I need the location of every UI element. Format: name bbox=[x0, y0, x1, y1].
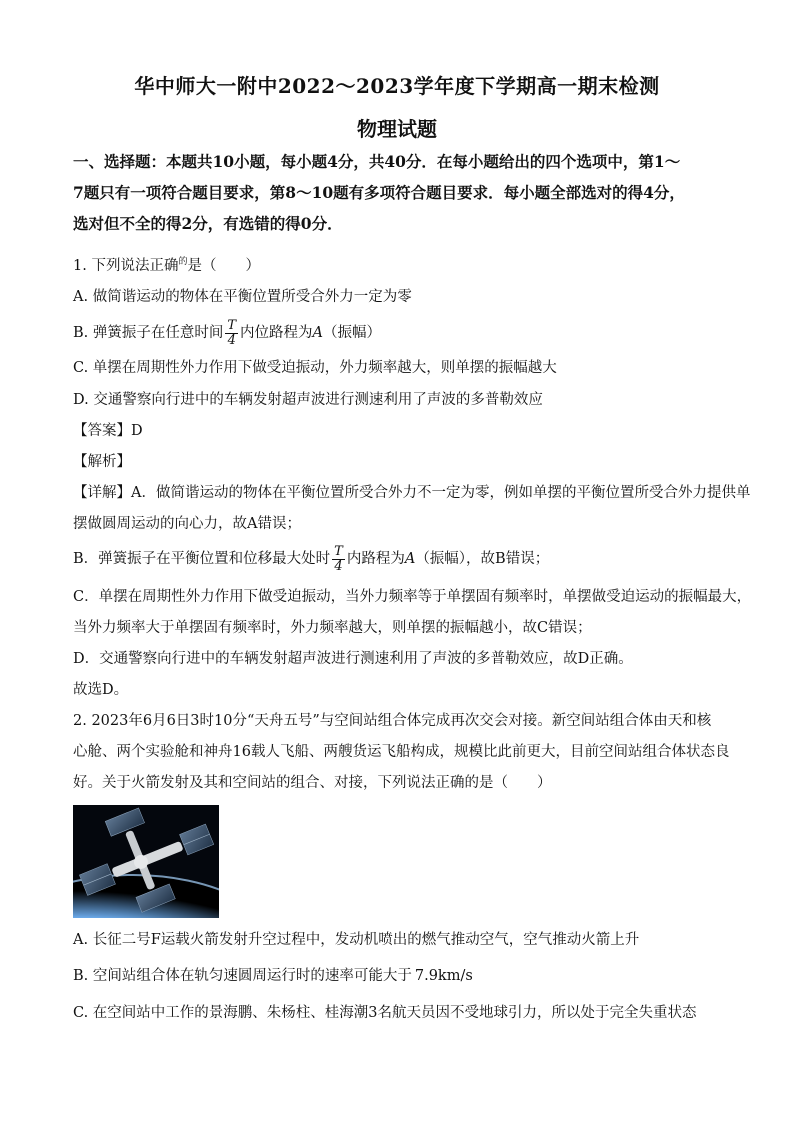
q1-detail-line-4: C．单摆在周期性外力作用下做受迫振动，当外力频率等于单摆固有频率时，单摆做受迫运动的振幅最大， bbox=[73, 589, 752, 605]
q2-option-c: C. 在空间站中工作的景海鹏、朱杨柱、桂海潮3名航天员因不受地球引力，所以处于完全失重状态 bbox=[73, 1005, 697, 1021]
exam-title: 华中师大一附中2022～2023学年度下学期高一期末检测 bbox=[134, 74, 660, 98]
section-instruction-line-3: 选对但不全的得2分，有选错的得0分． bbox=[73, 214, 343, 233]
space-station-photo bbox=[73, 805, 219, 918]
q2-stem-line-3: 好。关于火箭发射及其和空间站的组合、对接，下列说法正确的是（ ） bbox=[73, 775, 552, 791]
q2-stem-line-2: 心舱、两个实验舱和神舟16载人飞船、两艘货运飞船构成，规模比此前更大，目前空间站组合体状态良 bbox=[73, 744, 730, 760]
q1-option-b bbox=[73, 316, 733, 350]
q1-stem-sup: 的 bbox=[178, 257, 188, 267]
q1-option-a: A. 做简谐运动的物体在平衡位置所受合外力一定为零 bbox=[73, 289, 412, 305]
fraction-denominator: 4 bbox=[334, 558, 343, 574]
q1-option-d: D. 交通警察向行进中的车辆发射超声波进行测速利用了声波的多普勒效应 bbox=[73, 392, 543, 408]
exam-subtitle: 物理试题 bbox=[357, 117, 437, 141]
q1-detail-line-6: D．交通警察向行进中的车辆发射超声波进行测速利用了声波的多普勒效应，故D正确。 bbox=[73, 651, 633, 667]
q1-option-c: C. 单摆在周期性外力作用下做受迫振动，外力频率越大，则单摆的振幅越大 bbox=[73, 360, 557, 376]
q1-option-b-var: A bbox=[312, 325, 324, 341]
q1-detail-3-var: A bbox=[404, 551, 416, 567]
q1-stem-end: 是（ ） bbox=[187, 257, 260, 274]
q2-option-b-pre: B. 空间站组合体在轨匀速圆周运行时的速率可能大于 bbox=[73, 968, 412, 984]
section-instruction-line-2: 7题只有一项符合题目要求，第8～10题有多项符合题目要求．每小题全部选对的得4分， bbox=[73, 183, 685, 202]
q1-option-b-tail: （振幅） bbox=[323, 325, 382, 341]
q1-stem bbox=[73, 252, 733, 276]
fraction-t-over-4 bbox=[225, 319, 238, 348]
q1-stem-text: 1. 下列说法正确 bbox=[73, 257, 179, 274]
q1-detail-3-pre: B．弹簧振子在平衡位置和位移最大处时 bbox=[73, 551, 331, 567]
q1-analysis-label: 【解析】 bbox=[73, 454, 131, 470]
q2-option-b-value: 7.9km/s bbox=[414, 968, 473, 984]
q1-detail-3-tail: （振幅），故B错误； bbox=[415, 551, 550, 567]
q2-option-a: A. 长征二号F运载火箭发射升空过程中，发动机喷出的燃气推动空气，空气推动火箭上升 bbox=[73, 932, 640, 948]
section-instruction-line-1: 一、选择题：本题共10小题，每小题4分，共40分．在每小题给出的四个选项中，第1～ bbox=[73, 152, 681, 171]
q2-option-b bbox=[73, 966, 733, 986]
q1-option-b-pre: B. 弹簧振子在任意时间 bbox=[73, 325, 224, 341]
fraction-numerator: T bbox=[227, 317, 237, 333]
fraction-numerator: T bbox=[334, 543, 343, 559]
q1-detail-3-post: 内路程为 bbox=[346, 551, 405, 567]
q1-detail-line-2: 摆做圆周运动的向心力，故A错误； bbox=[73, 516, 301, 532]
q1-conclusion: 故选D。 bbox=[73, 682, 129, 698]
space-station-illustration bbox=[73, 805, 219, 918]
q1-option-b-post: 内位路程为 bbox=[240, 325, 313, 341]
fraction-denominator: 4 bbox=[227, 332, 236, 348]
q1-detail-line-5: 当外力频率大于单摆固有频率时，外力频率越大，则单摆的振幅越小，故C错误； bbox=[73, 620, 592, 636]
fraction-t-over-4-detail bbox=[332, 545, 345, 574]
q1-detail-line-3 bbox=[73, 542, 733, 576]
q2-stem-line-1: 2. 2023年6月6日3时10分“天舟五号”与空间站组合体完成再次交会对接。新空间站组合体由天和核 bbox=[73, 713, 712, 729]
q1-answer: 【答案】D bbox=[73, 423, 143, 439]
q1-detail-line-1: 【详解】A．做简谐运动的物体在平衡位置所受合外力不一定为零，例如单摆的平衡位置所受合外力提供单 bbox=[73, 485, 751, 501]
